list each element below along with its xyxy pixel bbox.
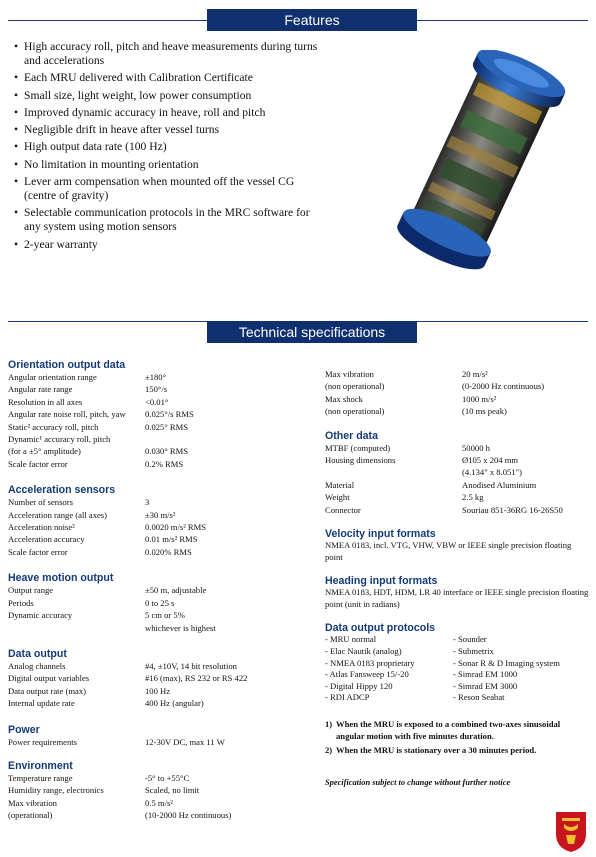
spec-row: (4.134" x 8.051") (462, 467, 523, 478)
features-banner (207, 9, 417, 31)
feature-item: • Lever arm compensation when mounted off the vessel CG (centre of gravity) (14, 175, 324, 203)
spec-row: Dynamic¹ accuracy roll, pitch (8, 434, 111, 445)
protocols-heading: Data output protocols (325, 622, 436, 635)
protocol-item: - Sonar R & D Imaging system (453, 657, 560, 668)
velocity-text: NMEA 0183, incl. VTG, VHW, VBW or IEEE single precision floating point (325, 540, 572, 562)
spec-row: Max vibration 0.5 m/s² (8, 797, 173, 808)
protocol-item: - Sounder (453, 634, 487, 645)
feature-item: • Improved dynamic accuracy in heave, roll and pitch (14, 106, 324, 120)
spec-row: Material Anodised Aluminium (325, 479, 537, 490)
heading-input-text: NMEA 0183, HDT, HDM, LR 40 interface or IEEE single precision floating point (unit in radians) (325, 587, 589, 609)
company-logo (552, 808, 590, 853)
spec-row: Temperature range -5° to +55°C (8, 772, 190, 783)
spec-row: Connector Souriau 851-36RG 16-26S50 (325, 504, 563, 515)
specs-title: Technical specifications (238, 324, 386, 340)
footnotes (325, 718, 590, 756)
specs-left-column (8, 355, 313, 822)
protocol-item: - Submetrix (453, 646, 494, 657)
spec-row: Data output rate (max) 100 Hz (8, 685, 171, 696)
orientation-heading: Orientation output data (8, 359, 126, 371)
spec-row: (operational) (10-2000 Hz continuous) (8, 810, 232, 821)
other-data-heading: Other data (325, 429, 378, 442)
protocol-item: - Reson Seabat (453, 692, 505, 703)
protocol-item: - RDI ADCP (325, 692, 370, 703)
protocol-item: - Atlas Fansweep 15/-20 (325, 669, 409, 680)
spec-row: Power requirements 12-30V DC, max 11 W (8, 736, 225, 747)
spec-row: Angular orientation range ±180° (8, 372, 167, 382)
features-list (14, 40, 324, 255)
environment-heading: Environment (8, 759, 73, 772)
disclaimer: Specification subject to change without further notice (325, 778, 511, 787)
feature-item: • Selectable communication protocols in the MRC software for any system using motion sensors (14, 206, 324, 234)
feature-item: • Each MRU delivered with Calibration Certificate (14, 71, 324, 85)
spec-row: Digital output variables #16 (max), RS 232 or RS 422 (8, 673, 248, 684)
feature-item: • 2-year warranty (14, 238, 324, 252)
spec-row: MTBF (computed) 50000 h (325, 442, 490, 453)
protocol-item: - Simrad EM 3000 (453, 680, 518, 691)
spec-row: Scale factor error 0.020% RMS (8, 546, 192, 557)
power-heading: Power (8, 723, 40, 736)
features-title: Features (284, 12, 340, 28)
protocol-item: - Simrad EM 1000 (453, 669, 518, 680)
spec-row: Max shock 1000 m/s² (325, 393, 497, 404)
spec-row: Dynamic accuracy 5 cm or 5% (8, 610, 185, 621)
spec-row: Weight 2.5 kg (325, 492, 484, 503)
feature-item: • High accuracy roll, pitch and heave measurements during turns and accelerations (14, 40, 324, 68)
protocol-item: - Digital Hippy 120 (325, 680, 393, 691)
spec-row: Static² accuracy roll, pitch 0.025° RMS (8, 421, 189, 432)
feature-item: • High output data rate (100 Hz) (14, 140, 324, 154)
protocols-list (325, 634, 590, 704)
footnote: 1) When the MRU is exposed to a combined two-axes sinusoidal angular motion with five minutes duration. (325, 719, 561, 741)
spec-row: Periods 0 to 25 s (8, 597, 175, 608)
spec-row: Angular rate noise roll, pitch, yaw 0.025°/s RMS (8, 409, 194, 420)
mru-product-image (385, 50, 575, 275)
protocol-item: - Elac Nautik (analog) (325, 646, 402, 657)
specs-right-column (325, 368, 590, 787)
heave-heading: Heave motion output (8, 572, 114, 585)
spec-row: (non operational) (10 ms peak) (325, 406, 507, 417)
feature-item: • Small size, light weight, low power consumption (14, 89, 324, 103)
protocol-item: - MRU normal (325, 634, 377, 645)
spec-row: Housing dimensions Ø105 x 204 mm (325, 455, 519, 466)
spec-row: Number of sensors 3 (8, 497, 150, 508)
spec-row: Scale factor error 0.2% RMS (8, 458, 184, 469)
spec-row: Analog channels #4, ±10V, 14 bit resolution (8, 660, 237, 671)
spec-row: Max vibration 20 m/s² (325, 369, 488, 379)
acceleration-heading: Acceleration sensors (8, 484, 116, 497)
spec-row: (for a ±5° amplitude) 0.030° RMS (8, 446, 189, 457)
spec-row: Output range ±50 m, adjustable (8, 585, 207, 596)
velocity-heading: Velocity input formats (325, 528, 436, 541)
protocol-item: - NMEA 0183 proprietary (325, 657, 415, 668)
spec-row: Angular rate range 150°/s (8, 384, 168, 395)
spec-row: Acceleration accuracy 0.01 m/s² RMS (8, 534, 198, 545)
specs-banner (207, 321, 417, 343)
feature-item: • Negligible drift in heave after vessel turns (14, 123, 324, 137)
feature-item: • No limitation in mounting orientation (14, 158, 324, 172)
heading-input-heading: Heading input formats (325, 575, 438, 588)
spec-row: (non operational) (0-2000 Hz continuous) (325, 381, 545, 392)
spec-row: Humidity range, electronics Scaled, no limit (8, 785, 200, 796)
spec-row: Internal update rate 400 Hz (angular) (8, 698, 204, 709)
spec-row: Acceleration range (all axes) ±30 m/s² (8, 509, 176, 520)
spec-row: whichever is highest (145, 622, 216, 633)
data-output-heading: Data output (8, 647, 67, 660)
footnote: 2) When the MRU is stationary over a 30 minutes period. (325, 745, 537, 755)
spec-row: Acceleration noise² 0.0020 m/s² RMS (8, 522, 207, 533)
spec-row: Resolution in all axes <0.01° (8, 396, 169, 407)
